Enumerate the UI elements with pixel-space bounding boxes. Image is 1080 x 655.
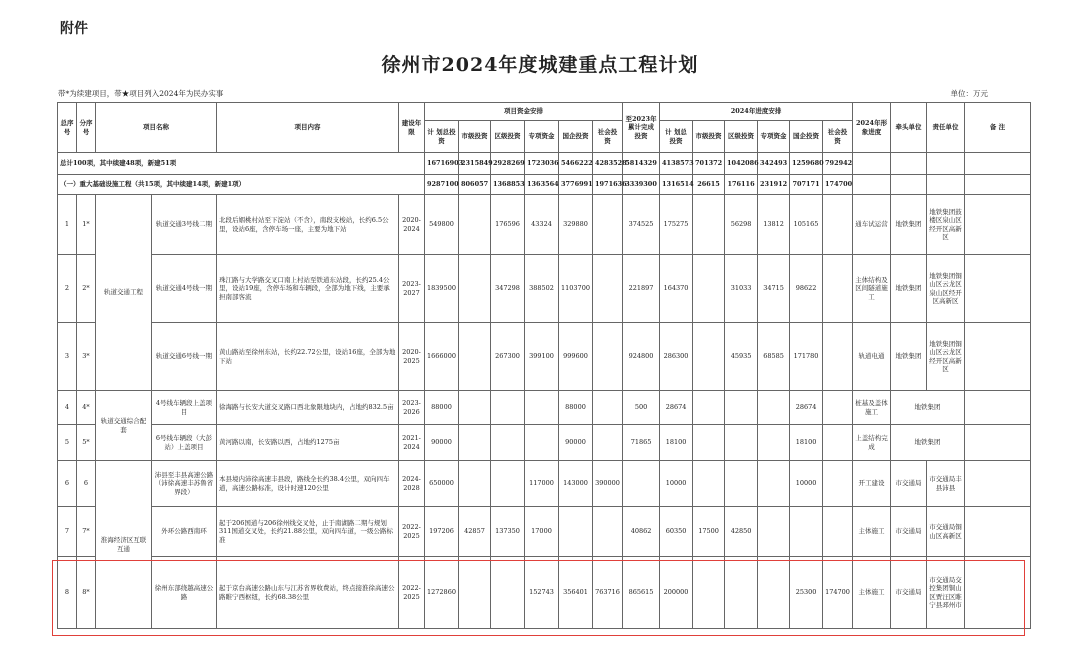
remark [965,255,1031,323]
city-invest [459,195,491,255]
plan-2024: 60350 [660,507,693,557]
district-invest [491,557,525,629]
social-2024 [823,195,853,255]
remark [965,323,1031,391]
state-2024 [790,507,823,557]
plan-total: 197206 [425,507,459,557]
plan-2024: 200000 [660,557,693,629]
special-funds: 17000 [525,507,559,557]
summary-value: 1259680 [790,153,823,175]
remark [965,391,1031,425]
seq-total: 4 [58,391,77,425]
section-row [58,175,1031,195]
cumulative-invest: 865615 [623,557,660,629]
table-row [58,391,1031,425]
plan-total: 650000 [425,461,459,507]
header-plan-2024: 计 划总投资 [660,121,693,153]
city-2024 [693,391,725,425]
responsible-unit: 市交通局铜山区高新区 [927,507,965,557]
district-2024 [725,461,758,507]
district-2024 [725,557,758,629]
city-2024 [693,461,725,507]
plan-2024: 175275 [660,195,693,255]
header-responsible-unit: 责任单位 [927,103,965,153]
city-2024 [693,195,725,255]
special-2024 [758,425,790,461]
lead-unit: 市交通局 [891,461,927,507]
social-invest [593,323,623,391]
summary-value: 2315849 [459,153,491,175]
cumulative-invest: 40862 [623,507,660,557]
seq-total: 6 [58,461,77,507]
lead-unit: 市交通局 [891,507,927,557]
table-row [58,557,1031,629]
seq-total: 2 [58,255,77,323]
cumulative-invest: 71865 [623,425,660,461]
district-invest [491,391,525,425]
lead-unit: 地铁集团 [891,323,927,391]
build-years: 2020-2025 [399,323,425,391]
state-invest [559,507,593,557]
header-special: 专项资金 [525,121,559,153]
plan-2024: 286300 [660,323,693,391]
header-build-years: 建设年限 [399,103,425,153]
table-row [58,255,1031,323]
lead-unit: 市交通局 [891,557,927,629]
project-content: 珠江路与大学路交叉口南上村站至铁道东站段，长约25.4公里，设站19座，含停车场和车辆段，全部为地下线，主要承担南部客流 [217,255,399,323]
plan-2024: 28674 [660,391,693,425]
header-remarks: 备 注 [965,103,1031,153]
summary-value: 16716903 [425,153,459,175]
project-name: 外环公路西南环 [152,507,217,557]
district-invest: 137350 [491,507,525,557]
city-invest [459,323,491,391]
state-invest: 356401 [559,557,593,629]
table-row [58,323,1031,391]
state-2024: 105165 [790,195,823,255]
special-funds: 43324 [525,195,559,255]
state-invest: 329880 [559,195,593,255]
city-invest [459,255,491,323]
image-progress: 开工建设 [853,461,891,507]
build-years: 2024-2028 [399,461,425,507]
image-progress: 主体施工 [853,557,891,629]
section-value: 231912 [758,175,790,195]
build-years: 2022-2025 [399,507,425,557]
header-seq-total: 总序号 [58,103,77,153]
attachment-label: 附件 [60,21,88,37]
header-state: 国企投资 [559,121,593,153]
district-2024: 45935 [725,323,758,391]
seq-total: 7 [58,507,77,557]
cumulative-invest: 500 [623,391,660,425]
state-2024: 171780 [790,323,823,391]
group-huaihai: 淮海经济区互联互通 [96,461,152,629]
table-row [58,461,1031,507]
plan-total: 90000 [425,425,459,461]
special-funds: 388502 [525,255,559,323]
special-2024 [758,461,790,507]
page-title: 徐州市2024年度城建重点工程计划 [381,54,699,76]
city-invest: 42857 [459,507,491,557]
district-invest [491,461,525,507]
build-years: 2023-2026 [399,391,425,425]
section-value: 3776991 [559,175,593,195]
project-name: 4号线车辆段上盖项目 [152,391,217,425]
image-progress: 通车试运营 [853,195,891,255]
state-invest: 1103700 [559,255,593,323]
social-invest [593,507,623,557]
summary-value: 5466222 [559,153,593,175]
social-2024 [823,461,853,507]
section-value: 3339300 [623,175,660,195]
summary-value: 4138573 [660,153,693,175]
social-2024 [823,255,853,323]
section-value: 1368853 [491,175,525,195]
unit-label: 单位：万元 [950,89,988,98]
seq-sub: 6 [77,461,96,507]
state-2024: 98622 [790,255,823,323]
section-value: 707171 [790,175,823,195]
image-progress: 上盖结构完成 [853,425,891,461]
social-2024 [823,323,853,391]
project-name: 徐州东部绕越高速公路 [152,557,217,629]
header-seq-sub: 分序号 [77,103,96,153]
district-invest: 347298 [491,255,525,323]
header-social: 社会投资 [593,121,623,153]
city-2024 [693,557,725,629]
summary-value: 5814329 [623,153,660,175]
responsible-unit: 地铁集团鼓楼区泉山区经开区高新区 [927,195,965,255]
image-progress: 主体施工 [853,507,891,557]
social-invest [593,255,623,323]
cumulative-invest: 374525 [623,195,660,255]
district-2024: 31033 [725,255,758,323]
district-2024 [725,391,758,425]
table-row [58,425,1031,461]
plan-2024: 18100 [660,425,693,461]
special-funds [525,425,559,461]
project-plan-table [57,102,1031,629]
summary-row [58,153,1031,175]
city-invest [459,391,491,425]
header-state-2024: 国企投资 [790,121,823,153]
header-project-content: 项目内容 [217,103,399,153]
seq-total: 3 [58,323,77,391]
district-invest: 176596 [491,195,525,255]
social-2024: 174700 [823,557,853,629]
build-years: 2023-2027 [399,255,425,323]
responsible-unit: 市交通局丰县沛县 [927,461,965,507]
social-invest: 390000 [593,461,623,507]
remark [965,461,1031,507]
lead-unit: 地铁集团 [891,425,965,461]
project-content: 北段后姻桃村站至下淀站（不含），南段支梭站，长约6.5公里，设站6座，含停车场一座，主要为地下站 [217,195,399,255]
summary-value: 342493 [758,153,790,175]
social-invest: 763716 [593,557,623,629]
state-invest: 143000 [559,461,593,507]
special-2024 [758,391,790,425]
project-content: 本县境内沛徐高速丰县段，路线全长约38.4公里，双向四车道，高速公路标准，设计时速120公里 [217,461,399,507]
section-value: 174700 [823,175,853,195]
seq-sub: 1* [77,195,96,255]
seq-sub: 8* [77,557,96,629]
state-invest: 88000 [559,391,593,425]
cumulative-invest [623,461,660,507]
header-special-2024: 专项资金 [758,121,790,153]
district-2024 [725,425,758,461]
group-rail: 轨道交通工程 [96,195,152,391]
state-invest: 90000 [559,425,593,461]
district-2024: 42850 [725,507,758,557]
special-funds: 152743 [525,557,559,629]
special-2024 [758,507,790,557]
project-name: 轨道交通3号线二期 [152,195,217,255]
seq-sub: 2* [77,255,96,323]
project-name: 轨道交通4号线一期 [152,255,217,323]
plan-total: 1666000 [425,323,459,391]
summary-value: 2928269 [491,153,525,175]
plan-2024: 164370 [660,255,693,323]
header-district: 区级投资 [491,121,525,153]
city-invest [459,425,491,461]
seq-sub: 7* [77,507,96,557]
build-years: 2021-2024 [399,425,425,461]
plan-total: 88000 [425,391,459,425]
district-2024: 56298 [725,195,758,255]
section-value: 806057 [459,175,491,195]
seq-sub: 5* [77,425,96,461]
header-lead-unit: 牵头单位 [891,103,927,153]
summary-value: 4283528 [593,153,623,175]
section-value: 1363564 [525,175,559,195]
social-invest [593,391,623,425]
build-years: 2022-2025 [399,557,425,629]
lead-unit: 地铁集团 [891,391,965,425]
city-2024 [693,255,725,323]
cumulative-invest: 924800 [623,323,660,391]
state-2024: 10000 [790,461,823,507]
city-invest [459,461,491,507]
remark [965,507,1031,557]
summary-value: 1723036 [525,153,559,175]
seq-sub: 3* [77,323,96,391]
project-name: 6号线车辆段（大彭站）上盖项目 [152,425,217,461]
header-city-2024: 市级投资 [693,121,725,153]
district-invest: 267300 [491,323,525,391]
table-row [58,195,1031,255]
project-name: 沛县至丰县高速公路（沛徐高速丰苏鲁省界段） [152,461,217,507]
special-2024: 13812 [758,195,790,255]
image-progress: 主体结构及区间隧道施工 [853,255,891,323]
project-content: 起于206国道与206徐州线交叉处，止于南湖路二期与规划311国道交叉处，长约21.88公里，双向四车道，一级公路标准 [217,507,399,557]
city-2024 [693,323,725,391]
section-value: 26615 [693,175,725,195]
summary-value: 701372 [693,153,725,175]
social-2024 [823,507,853,557]
header-project-name: 项目名称 [96,103,217,153]
plan-2024: 10000 [660,461,693,507]
city-2024 [693,425,725,461]
remark [965,557,1031,629]
responsible-unit: 地铁集团铜山区云龙区泉山区经开区高新区 [927,255,965,323]
project-content: 起于京台高速公路山东与江苏省界收费站，终点接淮徐高速公路睢宁西枢纽，长约68.38公里 [217,557,399,629]
lead-unit: 地铁集团 [891,255,927,323]
remark [965,195,1031,255]
plan-total: 1839500 [425,255,459,323]
plan-total: 1272860 [425,557,459,629]
special-2024: 68585 [758,323,790,391]
social-invest [593,195,623,255]
header-progress-group: 2024年进度安排 [660,103,853,121]
city-2024: 17500 [693,507,725,557]
summary-value: 1042086 [725,153,758,175]
seq-sub: 4* [77,391,96,425]
project-content: 黄河路以南，长安路以西，占地约1275亩 [217,425,399,461]
state-2024: 25300 [790,557,823,629]
header-image-progress: 2024年形象进度 [853,103,891,153]
group-hub: 轨道交通综合配套 [96,391,152,461]
remark [965,425,1031,461]
special-funds: 117000 [525,461,559,507]
header-city: 市级投资 [459,121,491,153]
header-social-2024: 社会投资 [823,121,853,153]
summary-label: 总计100项，其中续建48项，新建51项 [58,153,425,175]
image-progress: 桩基及盖体施工 [853,391,891,425]
seq-total: 8 [58,557,77,629]
seq-total: 5 [58,425,77,461]
special-funds: 399100 [525,323,559,391]
legend-note: 带*为续建项目，带★项目列入2024年为民办实事 [58,89,224,98]
image-progress: 轨道电通 [853,323,891,391]
header-cumulative: 至2023年累计完成投资 [623,103,660,153]
plan-total: 549800 [425,195,459,255]
social-invest [593,425,623,461]
lead-unit: 地铁集团 [891,195,927,255]
section-value: 1316514 [660,175,693,195]
project-content: 黄山路站至徐州东站，长约22.72公里，设站16座，全部为地下站 [217,323,399,391]
cumulative-invest: 221897 [623,255,660,323]
special-2024: 34715 [758,255,790,323]
summary-value: 792942 [823,153,853,175]
section-value: 176116 [725,175,758,195]
social-2024 [823,391,853,425]
responsible-unit: 地铁集团铜山区云龙区经开区高新区 [927,323,965,391]
header-funding-group: 项目资金安排 [425,103,623,121]
header-district-2024: 区级投资 [725,121,758,153]
special-funds [525,391,559,425]
build-years: 2020-2024 [399,195,425,255]
section-value: 9287100 [425,175,459,195]
seq-total: 1 [58,195,77,255]
state-2024: 18100 [790,425,823,461]
table-row [58,507,1031,557]
section-value: 1971636 [593,175,623,195]
state-invest: 999600 [559,323,593,391]
project-name: 轨道交通6号线一期 [152,323,217,391]
section-label: （一）重大基础设施工程（共15项，其中续建14项，新建1项） [58,175,425,195]
city-invest [459,557,491,629]
responsible-unit: 市交通局交控集团铜山区贾汪区睢宁县邳州市 [927,557,965,629]
social-2024 [823,425,853,461]
header-plan-total: 计 划总投资 [425,121,459,153]
project-content: 徐海路与长安大道交叉路口西北象限地块内，占地约832.5亩 [217,391,399,425]
state-2024: 28674 [790,391,823,425]
district-invest [491,425,525,461]
special-2024 [758,557,790,629]
